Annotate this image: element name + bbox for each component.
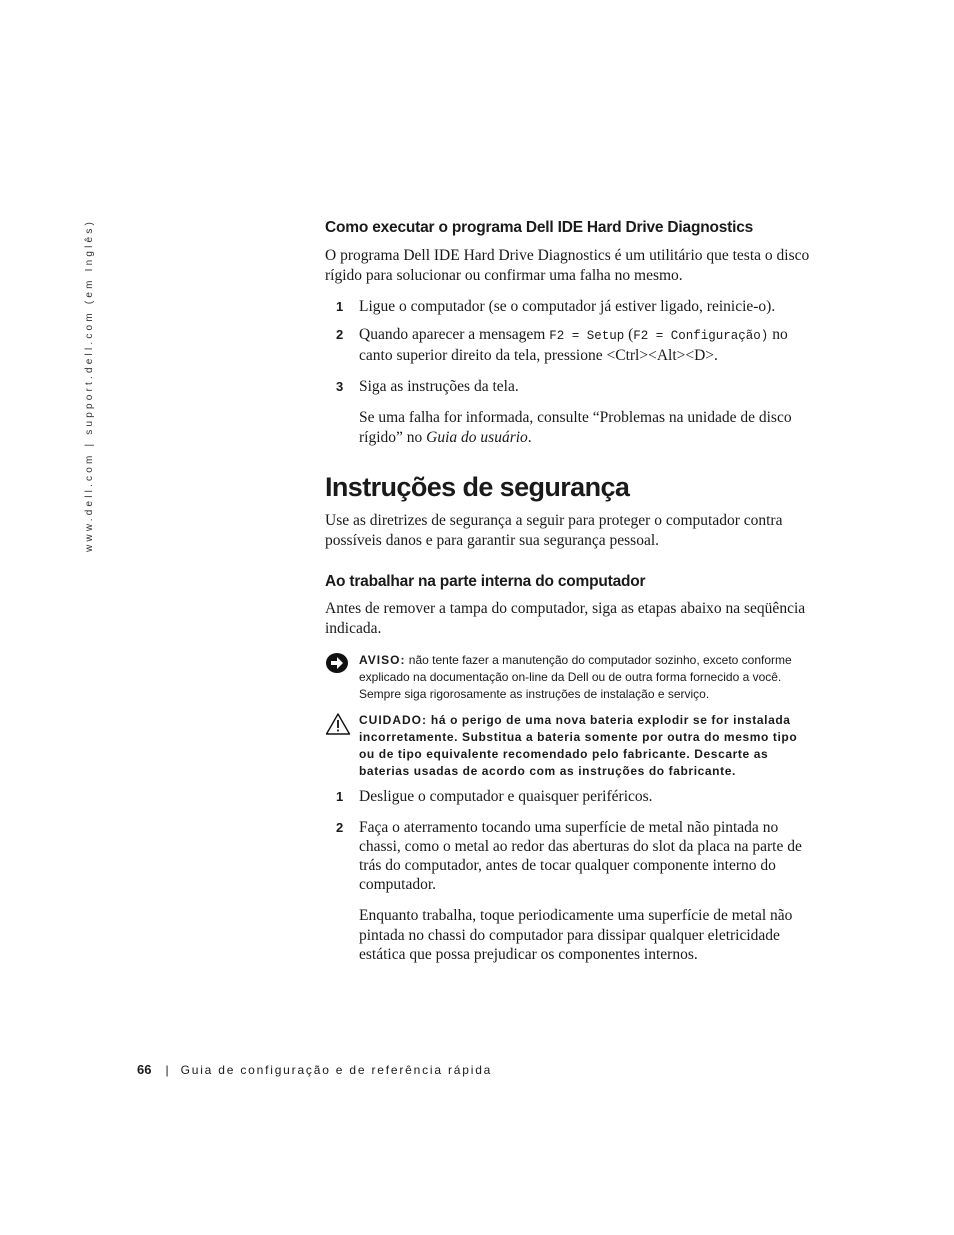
code-f2-configuracao: F2 = Configuração) <box>633 329 769 343</box>
notice-block <box>325 652 815 703</box>
diagnostics-step-1 <box>325 297 815 316</box>
section-heading-inside-computer: Ao trabalhar na parte interna do computador <box>325 573 646 590</box>
inside-step-2 <box>325 818 815 894</box>
caution-label: CUIDADO: <box>359 713 427 727</box>
footer-title: Guia de configuração e de referência rápida <box>180 1063 493 1077</box>
diagnostics-intro: O programa Dell IDE Hard Drive Diagnostics é um utilitário que testa o disco rígido para solucionar ou confirmar uma falha no mesmo. <box>325 247 810 284</box>
safety-intro: Use as diretrizes de segurança a seguir para proteger o computador contra possíveis danos e para garantir sua segurança pessoal. <box>325 512 783 549</box>
section-heading-diagnostics: Como executar o programa Dell IDE Hard Drive Diagnostics <box>325 219 754 236</box>
step-number: 1 <box>336 789 344 804</box>
page-title: Instruções de segurança <box>325 472 630 502</box>
step-number: 2 <box>336 327 344 342</box>
code-f2-setup: F2 = Setup <box>549 329 625 343</box>
guide-reference: Guia do usuário <box>426 428 528 446</box>
step-text: Ligue o computador (se o computador já estiver ligado, reinicie-o). <box>359 298 776 315</box>
sidebar-url: www.dell.com | support.dell.com (em Inglês) <box>84 218 95 552</box>
caution-triangle-icon <box>325 712 359 780</box>
inside-followup: Enquanto trabalha, toque periodicamente uma superfície de metal não pintada no chassi do computador para dissipar qualquer eletricidade estática que possa prejudicar os componentes internos. <box>359 907 793 963</box>
caution-text: CUIDADO: há o perigo de uma nova bateria explodir se for instalada incorretamente. Substitua a bateria somente por outra do mesmo tipo ou de tipo equivalente recomendado pelo fabricante. Descarte as baterias usadas de acordo com as instruções do fabricante. <box>359 713 798 778</box>
inside-step-1 <box>325 787 815 806</box>
caution-block <box>325 712 815 780</box>
diagnostics-step-3 <box>325 377 815 396</box>
step-text: Siga as instruções da tela. <box>359 378 519 395</box>
step-number: 1 <box>336 299 344 314</box>
diagnostics-followup: Se uma falha for informada, consulte “Problemas na unidade de disco rígido” no Guia do usuário. <box>359 409 792 446</box>
inside-computer-intro: Antes de remover a tampa do computador, siga as etapas abaixo na seqüência indicada. <box>325 600 806 637</box>
step-number: 2 <box>336 820 344 835</box>
step-text: Desligue o computador e quaisquer periféricos. <box>359 788 653 805</box>
page-footer <box>137 1062 492 1077</box>
page-number: 66 <box>137 1062 152 1077</box>
step-number: 3 <box>336 379 344 394</box>
step-text: Quando aparecer a mensagem F2 = Setup (F2 = Configuração) no canto superior direito da tela, pressione <Ctrl><Alt><D>. <box>359 326 788 364</box>
notice-text: AVISO: não tente fazer a manutenção do computador sozinho, exceto conforme explicado na documentação on-line da Dell ou de outra forma fornecido a você. Sempre siga rigorosamente as instruções de instalação e serviço. <box>359 653 792 701</box>
footer-separator: | <box>165 1063 169 1077</box>
step-text: Faça o aterramento tocando uma superfície de metal não pintada no chassi, como o metal ao redor das aberturas do slot da placa na parte de trás do computador, antes de tocar qualquer componente interno do computador. <box>359 819 802 893</box>
page-content <box>325 218 815 965</box>
diagnostics-step-2 <box>325 325 815 365</box>
notice-label: AVISO: <box>359 653 406 667</box>
notice-arrow-icon <box>325 652 359 703</box>
